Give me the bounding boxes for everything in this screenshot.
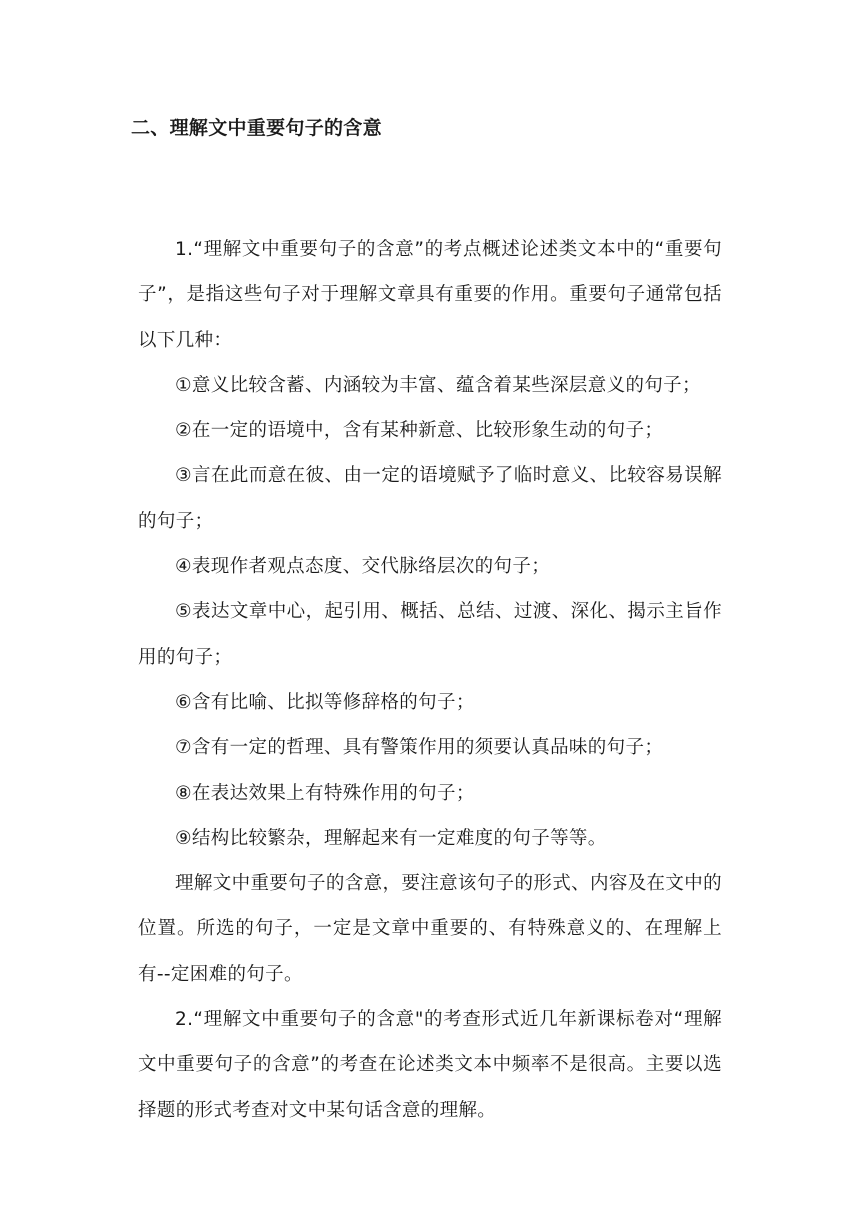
document-body (138, 227, 722, 1133)
list-item-2: ②在一定的语境中，含有某种新意、比较形象生动的句子； (175, 420, 664, 442)
list-item-9: ⑨结构比较繁杂，理解起来有一定难度的句子等等。 (175, 827, 607, 849)
list-item-4: ④表现作者观点态度、交代脉络层次的句子； (175, 556, 551, 578)
list-item-7: ⑦含有一定的哲理、具有警策作用的须要认真品味的句子； (175, 737, 664, 759)
paragraph-definition: 1.“理解文中重要句子的含意”的考点概述论述类文本中的“重要句子”，是指这些句子对于理解文章具有重要的作用。重要句子通常包括以下几种： (138, 239, 722, 351)
section-heading: 二、理解文中重要句子的含意 (131, 117, 382, 139)
list-item-3: ③言在此而意在彼、由一定的语境赋予了临时意义、比较容易误解的句子； (138, 465, 722, 532)
list-item-5: ⑤表达文章中心，起引用、概括、总结、过渡、深化、揭示主旨作用的句子； (138, 601, 722, 668)
paragraph-summary: 理解文中重要句子的含意，要注意该句子的形式、内容及在文中的位置。所选的句子，一定是文章中重要的、有特殊意义的、在理解上有--定困难的句子。 (138, 873, 722, 985)
list-item-1: ①意义比较含蓄、内涵较为丰富、蕴含着某些深层意义的句子； (175, 374, 701, 396)
list-item-6: ⑥含有比喻、比拟等修辞格的句子； (175, 691, 475, 713)
list-item-8: ⑧在表达效果上有特殊作用的句子； (175, 782, 475, 804)
paragraph-exam-form: 2.“理解文中重要句子的含意"的考查形式近几年新课标卷对“理解文中重要句子的含意”的考查在论述类文本中频率不是很高。主要以选择题的形式考查对文中某句话含意的理解。 (138, 1009, 722, 1121)
